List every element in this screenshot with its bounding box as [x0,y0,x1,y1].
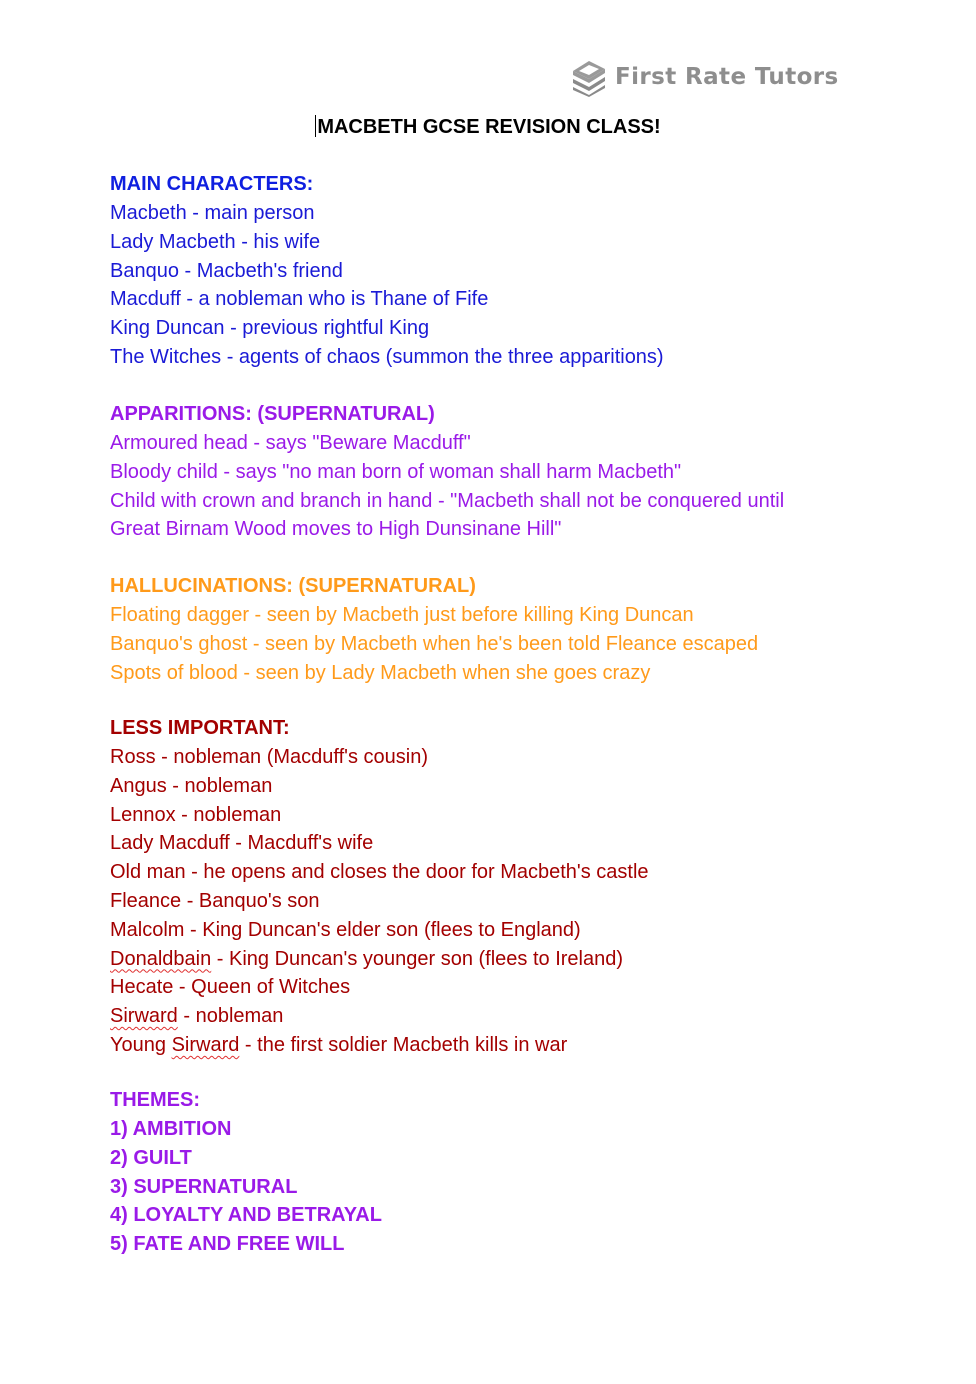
minor-character-line [110,1031,649,1060]
minor-character-line: Lady Macduff - Macduff's wife [110,832,374,855]
theme-item: 4) LOYALTY AND BETRAYAL [110,1204,382,1227]
less-important-section [110,714,649,1060]
main-characters-section [110,170,664,372]
less-important-heading: LESS IMPORTANT: [110,717,290,739]
line-text: - King Duncan's younger son (flees to Ireland) [211,947,624,970]
apparitions-heading: APPARITIONS: (SUPERNATURAL) [110,403,435,425]
line-text: - nobleman [177,1005,284,1028]
character-line: Macduff - a nobleman who is Thane of Fife [110,288,489,311]
themes-section [110,1086,382,1259]
character-line: Lady Macbeth - his wife [110,230,321,253]
apparition-line: Bloody child - says "no man born of woman shall harm Macbeth" [110,460,682,483]
minor-character-line: Ross - nobleman (Macduff's cousin) [110,746,429,768]
misspelled-word[interactable]: Sirward [171,1033,240,1056]
hallucination-line: Banquo's ghost - seen by Macbeth when he's been told Fleance escaped [110,632,759,655]
theme-item: 3) SUPERNATURAL [110,1175,298,1198]
logo [571,56,839,98]
theme-item: 5) FATE AND FREE WILL [110,1233,345,1256]
hallucinations-heading: HALLUCINATIONS: (SUPERNATURAL) [110,575,476,597]
apparition-line: Armoured head - says "Beware Macduff" [110,432,471,454]
minor-character-line: Malcolm - King Duncan's elder son (flees to England) [110,918,581,941]
character-line: Macbeth - main person [110,202,315,224]
character-line: Banquo - Macbeth's friend [110,259,343,282]
logo-text: First Rate Tutors [615,64,839,90]
misspelled-word[interactable]: Donaldbain [110,947,212,970]
hallucinations-section [110,572,758,687]
minor-character-line: Old man - he opens and closes the door for Macbeth's castle [110,861,649,884]
document-title[interactable] [0,113,976,141]
minor-character-line: Angus - nobleman [110,774,273,797]
character-line: King Duncan - previous rightful King [110,317,430,340]
themes-heading: THEMES: [110,1089,200,1111]
misspelled-word[interactable]: Sirward [110,1005,178,1028]
hallucination-line: Floating dagger - seen by Macbeth just before killing King Duncan [110,604,694,626]
minor-character-line [110,945,649,974]
theme-item: 1) AMBITION [110,1118,232,1140]
apparition-line: Great Birnam Wood moves to High Dunsinane Hill" [110,518,562,541]
stacked-books-icon [571,57,607,97]
main-characters-heading: MAIN CHARACTERS: [110,173,314,195]
minor-character-line [110,1002,649,1031]
document-title-text: MACBETH GCSE REVISION CLASS! [317,116,661,138]
theme-item: 2) GUILT [110,1146,192,1169]
minor-character-line: Fleance - Banquo's son [110,889,320,912]
line-text: Young [110,1033,172,1056]
apparitions-section [110,400,784,544]
apparition-line: Child with crown and branch in hand - "Macbeth shall not be conquered until [110,489,785,512]
hallucination-line: Spots of blood - seen by Lady Macbeth when she goes crazy [110,661,651,684]
minor-character-line: Hecate - Queen of Witches [110,976,351,999]
line-text: - the first soldier Macbeth kills in war [239,1033,568,1056]
minor-character-line: Lennox - nobleman [110,803,282,826]
character-line: The Witches - agents of chaos (summon the three apparitions) [110,345,664,368]
